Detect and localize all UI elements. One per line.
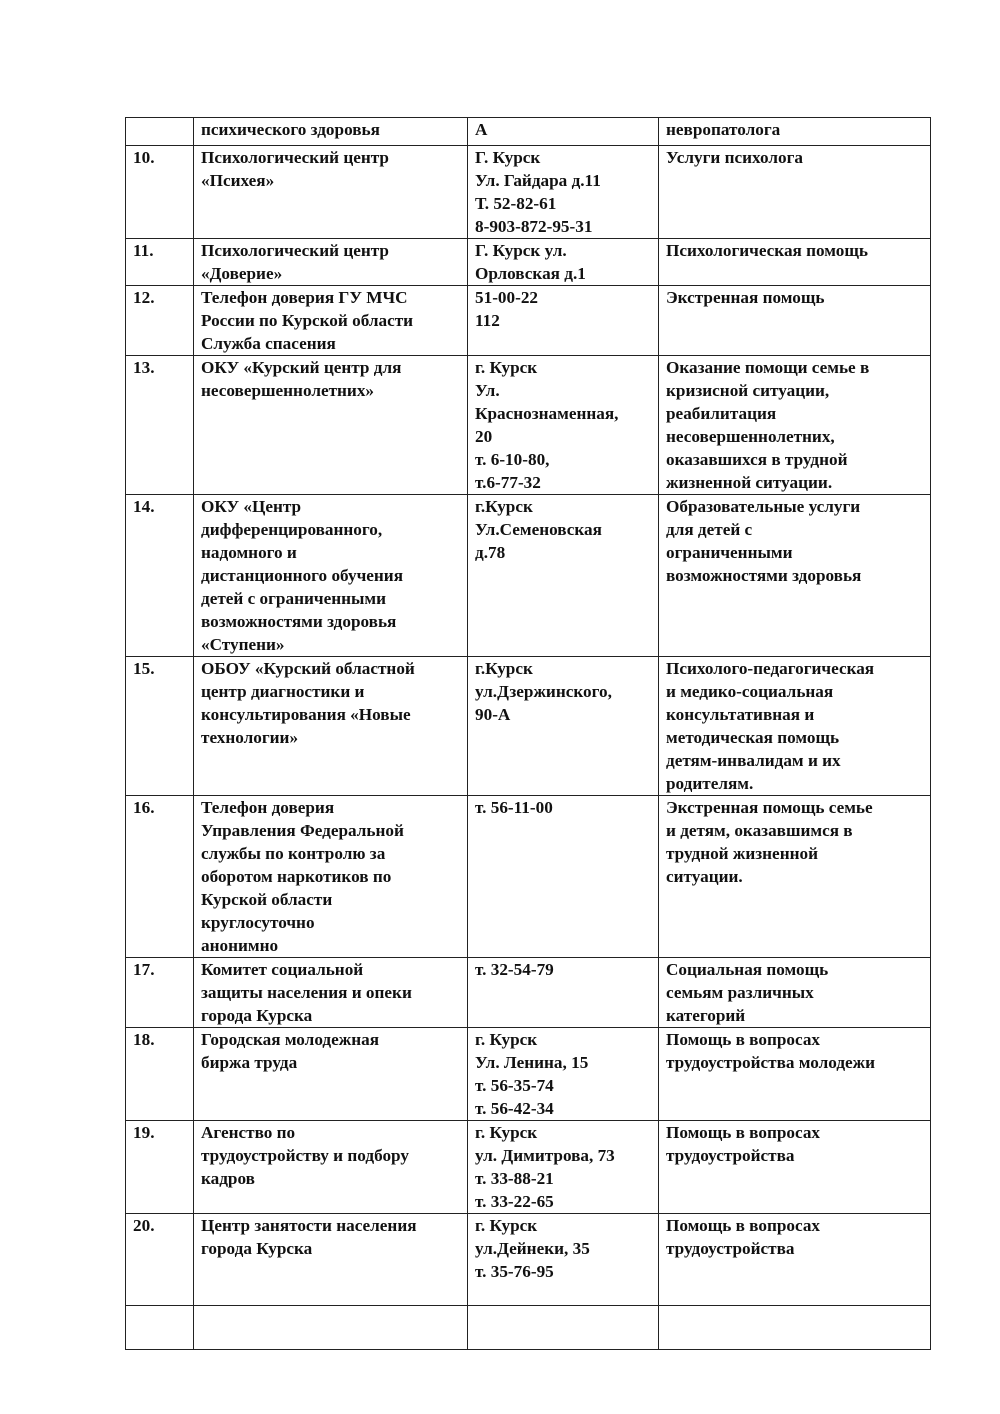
organization-line: Городская молодежная xyxy=(201,1030,379,1049)
address-line: т. 56-35-74 xyxy=(475,1076,554,1095)
organization-line: оборотом наркотиков по xyxy=(201,867,392,886)
organization-line: защиты населения и опеки xyxy=(201,983,412,1002)
service-line: несовершеннолетних, xyxy=(666,427,835,446)
organization-line: несовершеннолетних» xyxy=(201,381,375,400)
address-line: Т. 52-82-61 xyxy=(475,194,557,213)
address-line: т. 32-54-79 xyxy=(475,960,554,979)
service-line: трудной жизненной xyxy=(666,844,818,863)
organization-cell xyxy=(194,1028,468,1121)
table-row xyxy=(126,796,931,958)
table-row xyxy=(126,356,931,495)
address-line: г. Курск xyxy=(475,358,538,377)
table-row xyxy=(126,1028,931,1121)
organization-line: Агенство по xyxy=(201,1123,296,1142)
service-cell xyxy=(659,356,931,495)
organization-line: возможностями здоровья xyxy=(201,612,397,631)
address-line: ул.Дзержинского, xyxy=(475,682,612,701)
address-cell xyxy=(468,796,659,958)
organization-cell xyxy=(194,356,468,495)
service-line: методическая помощь xyxy=(666,728,840,747)
organization-cell xyxy=(194,286,468,356)
row-number: 10. xyxy=(126,146,194,239)
address-line: Г. Курск xyxy=(475,148,541,167)
address-cell xyxy=(468,118,659,146)
service-line: Помощь в вопросах xyxy=(666,1123,821,1142)
row-number: 13. xyxy=(126,356,194,495)
organization-line: «Ступени» xyxy=(201,635,285,654)
address-line: г. Курск xyxy=(475,1216,538,1235)
address-line: А xyxy=(475,120,488,139)
organization-line: биржа труда xyxy=(201,1053,298,1072)
organization-line: детей с ограниченными xyxy=(201,589,387,608)
service-cell xyxy=(659,1028,931,1121)
service-cell xyxy=(659,146,931,239)
row-number: 14. xyxy=(126,495,194,657)
service-cell xyxy=(659,239,931,286)
address-line: т. 35-76-95 xyxy=(475,1262,554,1281)
service-cell xyxy=(659,286,931,356)
address-line: т. 6-10-80, xyxy=(475,450,550,469)
service-cell xyxy=(659,657,931,796)
table-row xyxy=(126,146,931,239)
address-cell xyxy=(468,286,659,356)
address-line: т. 56-42-34 xyxy=(475,1099,554,1118)
row-number: 16. xyxy=(126,796,194,958)
row-number: 20. xyxy=(126,1214,194,1306)
service-line: Социальная помощь xyxy=(666,960,829,979)
service-line: Оказание помощи семье в xyxy=(666,358,870,377)
service-cell xyxy=(659,958,931,1028)
service-line: Образовательные услуги xyxy=(666,497,861,516)
address-line: г.Курск xyxy=(475,497,533,516)
service-cell xyxy=(659,1121,931,1214)
row-number: 17. xyxy=(126,958,194,1028)
table-row xyxy=(126,1214,931,1306)
organization-line: консультирования «Новые xyxy=(201,705,411,724)
address-line: т.6-77-32 xyxy=(475,473,541,492)
address-line: ул. Димитрова, 73 xyxy=(475,1146,615,1165)
organization-cell xyxy=(194,958,468,1028)
address-line: т. 33-88-21 xyxy=(475,1169,554,1188)
organization-line: России по Курской области xyxy=(201,311,414,330)
row-number: 12. xyxy=(126,286,194,356)
address-cell xyxy=(468,495,659,657)
service-cell xyxy=(659,1306,931,1350)
address-cell xyxy=(468,1214,659,1306)
organization-line: города Курска xyxy=(201,1239,313,1258)
service-line: трудоустройства молодежи xyxy=(666,1053,876,1072)
table-row xyxy=(126,657,931,796)
row-number: 19. xyxy=(126,1121,194,1214)
service-line: Экстренная помощь семье xyxy=(666,798,873,817)
organization-cell xyxy=(194,118,468,146)
organization-line: дистанционного обучения xyxy=(201,566,403,585)
service-line: оказавшихся в трудной xyxy=(666,450,848,469)
address-cell xyxy=(468,958,659,1028)
address-line: д.78 xyxy=(475,543,506,562)
address-line: Орловская д.1 xyxy=(475,264,586,283)
address-cell xyxy=(468,1306,659,1350)
organization-line: круглосуточно xyxy=(201,913,315,932)
table-row xyxy=(126,1121,931,1214)
address-line: Ул. xyxy=(475,381,500,400)
organization-cell xyxy=(194,657,468,796)
organization-line: Курской области xyxy=(201,890,333,909)
organization-line: Комитет социальной xyxy=(201,960,364,979)
service-line: Услуги психолога xyxy=(666,148,804,167)
row-number: 11. xyxy=(126,239,194,286)
organization-line: надомного и xyxy=(201,543,297,562)
table-row xyxy=(126,958,931,1028)
row-number xyxy=(126,118,194,146)
organization-line: психического здоровья xyxy=(201,120,380,139)
organization-line: «Психея» xyxy=(201,171,275,190)
organization-line: кадров xyxy=(201,1169,255,1188)
address-line: 8-903-872-95-31 xyxy=(475,217,593,236)
address-cell xyxy=(468,1121,659,1214)
service-line: консультативная и xyxy=(666,705,815,724)
address-line: Ул. Гайдара д.11 xyxy=(475,171,601,190)
service-cell xyxy=(659,1214,931,1306)
organization-cell xyxy=(194,239,468,286)
organization-cell xyxy=(194,796,468,958)
service-line: ограниченными xyxy=(666,543,793,562)
address-line: г. Курск xyxy=(475,1123,538,1142)
address-line: г. Курск xyxy=(475,1030,538,1049)
service-line: невропатолога xyxy=(666,120,781,139)
table-row xyxy=(126,495,931,657)
organization-line: ОБОУ «Курский областной xyxy=(201,659,415,678)
organization-line: ОКУ «Центр xyxy=(201,497,302,516)
address-cell xyxy=(468,1028,659,1121)
service-line: категорий xyxy=(666,1006,746,1025)
organization-line: дифференцированного, xyxy=(201,520,383,539)
service-line: реабилитация xyxy=(666,404,777,423)
organization-line: анонимно xyxy=(201,936,279,955)
service-line: трудоустройства xyxy=(666,1239,795,1258)
service-line: родителям. xyxy=(666,774,754,793)
organization-cell xyxy=(194,146,468,239)
service-cell xyxy=(659,118,931,146)
row-number: 18. xyxy=(126,1028,194,1121)
address-line: 90-А xyxy=(475,705,511,724)
organization-line: службы по контролю за xyxy=(201,844,386,863)
address-line: Ул.Семеновская xyxy=(475,520,602,539)
address-line: 51-00-22 xyxy=(475,288,539,307)
service-line: кризисной ситуации, xyxy=(666,381,830,400)
organization-line: Центр занятости населения xyxy=(201,1216,417,1235)
service-line: и медико-социальная xyxy=(666,682,834,701)
address-cell xyxy=(468,657,659,796)
organization-line: Телефон доверия ГУ МЧС xyxy=(201,288,408,307)
address-cell xyxy=(468,239,659,286)
organization-line: трудоустройству и подбору xyxy=(201,1146,409,1165)
address-line: ул.Дейнеки, 35 xyxy=(475,1239,590,1258)
table-row xyxy=(126,118,931,146)
table-row xyxy=(126,286,931,356)
service-line: ситуации. xyxy=(666,867,743,886)
address-line: Краснознаменная, xyxy=(475,404,619,423)
address-line: Г. Курск ул. xyxy=(475,241,567,260)
service-cell xyxy=(659,495,931,657)
table-body xyxy=(126,118,931,1350)
organization-line: технологии» xyxy=(201,728,299,747)
organization-cell xyxy=(194,1214,468,1306)
address-line: 20 xyxy=(475,427,493,446)
organization-line: города Курска xyxy=(201,1006,313,1025)
service-line: возможностями здоровья xyxy=(666,566,862,585)
address-line: т. 33-22-65 xyxy=(475,1192,554,1211)
organization-line: Психологический центр xyxy=(201,241,389,260)
organization-line: Служба спасения xyxy=(201,334,336,353)
organization-line: Психологический центр xyxy=(201,148,389,167)
service-line: Помощь в вопросах xyxy=(666,1216,821,1235)
organization-line: Управления Федеральной xyxy=(201,821,404,840)
organization-line: Телефон доверия xyxy=(201,798,335,817)
service-line: трудоустройства xyxy=(666,1146,795,1165)
organization-cell xyxy=(194,1121,468,1214)
address-line: т. 56-11-00 xyxy=(475,798,553,817)
row-number xyxy=(126,1306,194,1350)
row-number: 15. xyxy=(126,657,194,796)
organizations-table xyxy=(125,117,931,1350)
address-line: 112 xyxy=(475,311,500,330)
service-line: Психологическая помощь xyxy=(666,241,868,260)
service-line: жизненной ситуации. xyxy=(666,473,833,492)
address-line: Ул. Ленина, 15 xyxy=(475,1053,589,1072)
organization-line: «Доверие» xyxy=(201,264,283,283)
address-line: г.Курск xyxy=(475,659,533,678)
service-line: для детей с xyxy=(666,520,753,539)
service-line: Помощь в вопросах xyxy=(666,1030,821,1049)
organization-line: центр диагностики и xyxy=(201,682,365,701)
address-cell xyxy=(468,146,659,239)
table-row xyxy=(126,239,931,286)
service-line: детям-инвалидам и их xyxy=(666,751,841,770)
address-cell xyxy=(468,356,659,495)
service-line: и детям, оказавшимся в xyxy=(666,821,853,840)
table-row xyxy=(126,1306,931,1350)
service-line: Психолого-педагогическая xyxy=(666,659,875,678)
organization-cell xyxy=(194,495,468,657)
service-line: Экстренная помощь xyxy=(666,288,825,307)
service-line: семьям различных xyxy=(666,983,814,1002)
organization-line: ОКУ «Курский центр для xyxy=(201,358,402,377)
organization-cell xyxy=(194,1306,468,1350)
service-cell xyxy=(659,796,931,958)
